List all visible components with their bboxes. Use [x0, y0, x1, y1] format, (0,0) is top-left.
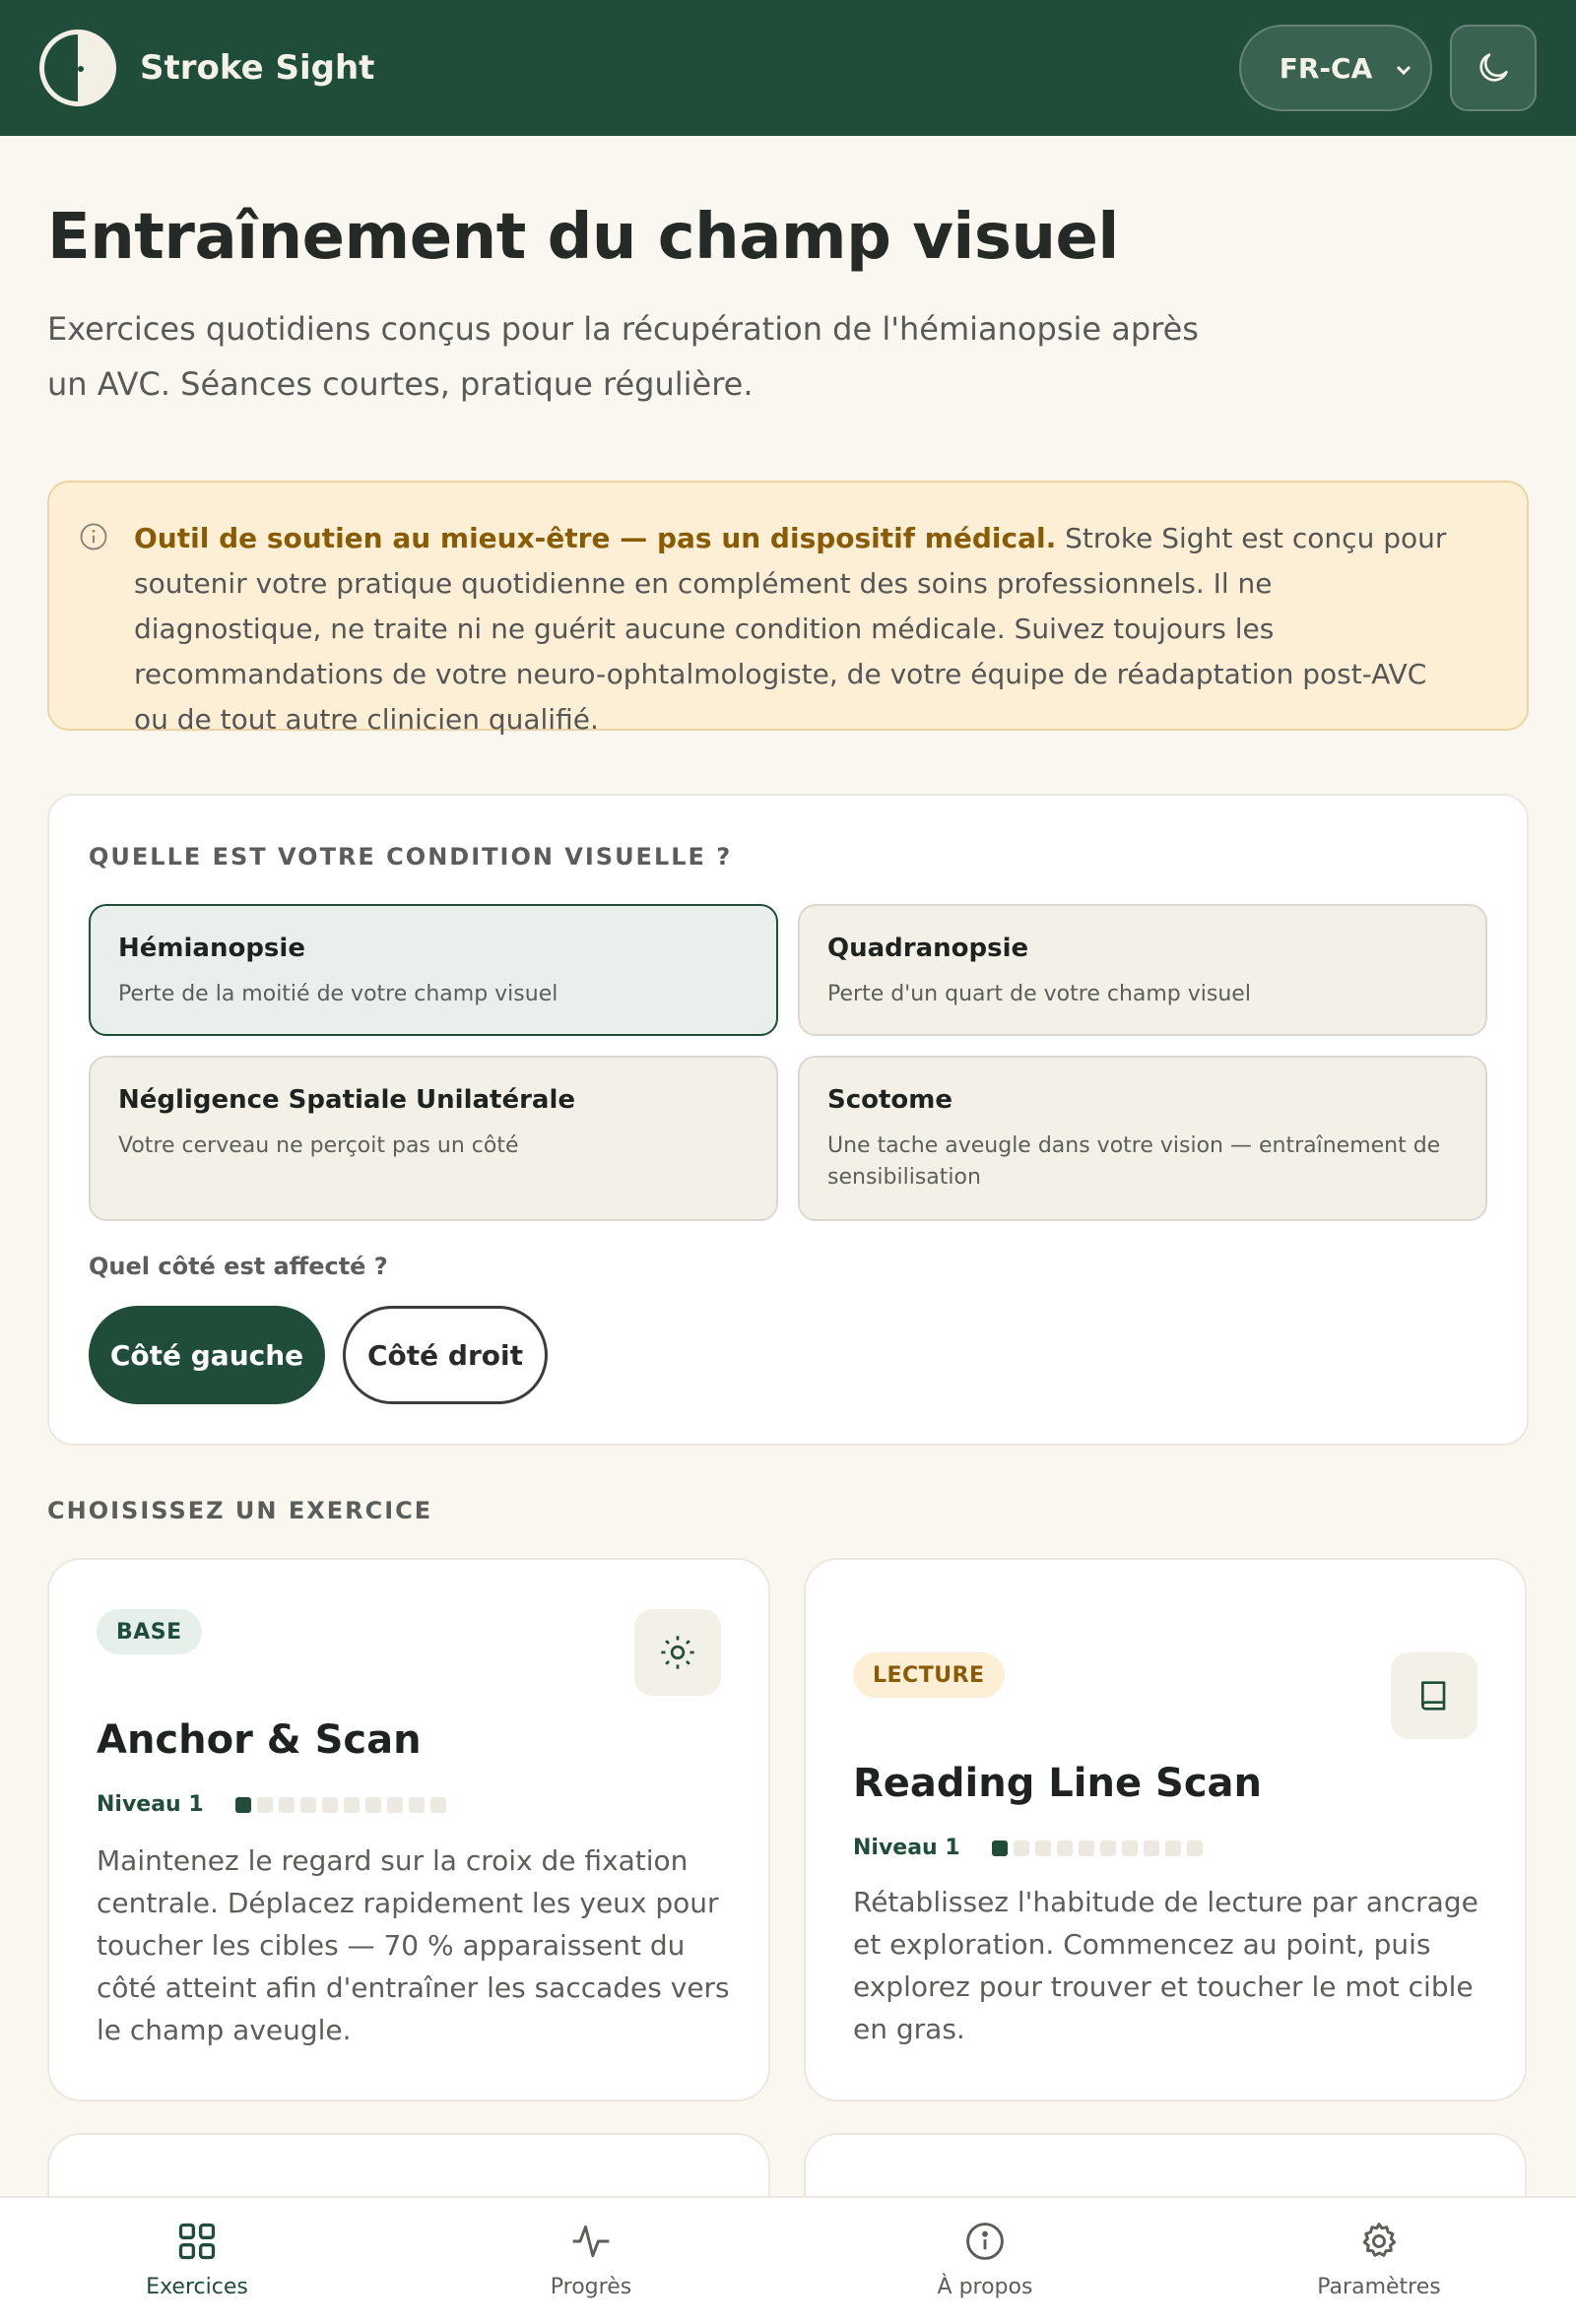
option-desc: Perte d'un quart de votre champ visuel: [827, 982, 1251, 1006]
level-dot: [1187, 1840, 1203, 1856]
nav-label: À propos: [937, 2275, 1033, 2299]
moon-icon: [1474, 48, 1513, 88]
level-dot: [322, 1797, 338, 1813]
level-progress: [992, 1840, 1209, 1856]
level-dot: [279, 1797, 295, 1813]
option-desc: Une tache aveugle dans votre vision — entraînement de sensibilisation: [827, 1133, 1441, 1190]
disclaimer-notice: [47, 481, 1529, 736]
option-title: Négligence Spatiale Unilatérale: [118, 1085, 576, 1115]
language-select[interactable]: [1239, 25, 1432, 111]
condition-option-hemianopsia[interactable]: [89, 904, 778, 1036]
logo-icon: [39, 30, 116, 106]
exercise-section-label: CHOISISSEZ UN EXERCICE: [47, 1497, 433, 1524]
option-title: Quadranopsie: [827, 934, 1029, 963]
nav-progress[interactable]: [394, 2198, 788, 2324]
level-dot: [1035, 1840, 1051, 1856]
exercise-badge: LECTURE: [853, 1652, 1005, 1698]
notice-text: Stroke Sight est conçu pour soutenir votre pratique quotidienne en complément des soins professionnels. Il ne diagnostique, ne traite ni ne guérit aucune condition médicale. Suivez toujours les recommandations de votre neuro-ophtalmologiste, de votre équipe de réadaptation post-AVC ou de tout autre clinicien qualifié.: [134, 522, 1447, 736]
page-subtitle: Exercices quotidiens conçus pour la récupération de l'hémianopsie après un AVC. Séances courtes, pratique régulière.: [47, 310, 1199, 403]
nav-label: Paramètres: [1317, 2275, 1441, 2299]
option-desc: Perte de la moitié de votre champ visuel: [118, 982, 558, 1006]
chevron-down-icon: [1395, 58, 1412, 82]
level-dot: [365, 1797, 381, 1813]
brand-name: Stroke Sight: [140, 48, 375, 88]
level-dot: [430, 1797, 446, 1813]
exercise-title: Anchor & Scan: [97, 1717, 422, 1763]
level-dot: [257, 1797, 273, 1813]
language-value: FR-CA: [1279, 51, 1373, 85]
option-title: Hémianopsie: [118, 934, 305, 963]
level-label: Niveau 1: [97, 1792, 204, 1817]
nav-settings[interactable]: [1182, 2198, 1576, 2324]
activity-icon: [569, 2220, 613, 2263]
page-title: Entraînement du champ visuel: [47, 201, 1119, 274]
level-dot: [1014, 1840, 1029, 1856]
exercise-description: Maintenez le regard sur la croix de fixation centrale. Déplacez rapidement les yeux pour toucher les cibles — 70 % apparaissent du côté atteint afin d'entraîner les saccades vers le champ aveugle.: [97, 1844, 730, 2046]
level-dot: [387, 1797, 403, 1813]
condition-label: QUELLE EST VOTRE CONDITION VISUELLE ?: [89, 843, 733, 871]
book-icon: [1391, 1652, 1478, 1739]
level-dot: [1057, 1840, 1073, 1856]
side-question: Quel côté est affecté ?: [89, 1253, 388, 1280]
level-progress: [235, 1797, 452, 1813]
notice-strong: Outil de soutien au mieux-être — pas un dispositif médical.: [134, 522, 1057, 554]
exercise-badge: BASE: [97, 1609, 202, 1654]
condition-option-neglect[interactable]: [89, 1056, 778, 1221]
exercise-level: [853, 1836, 1209, 1860]
option-desc: Votre cerveau ne perçoit pas un côté: [118, 1133, 519, 1158]
level-dot: [409, 1797, 425, 1813]
level-dot: [1079, 1840, 1094, 1856]
exercise-description: Rétablissez l'habitude de lecture par ancrage et exploration. Commencez au point, puis explorez pour trouver et toucher le mot cible en gras.: [853, 1886, 1478, 2045]
level-label: Niveau 1: [853, 1836, 960, 1860]
level-dot: [344, 1797, 360, 1813]
side-left-button[interactable]: Côté gauche: [89, 1306, 325, 1404]
gear-icon: [1357, 2220, 1401, 2263]
nav-label: Progrès: [550, 2275, 632, 2299]
exercise-title: Reading Line Scan: [853, 1761, 1263, 1806]
top-bar: [0, 0, 1576, 136]
bottom-nav: [0, 2196, 1576, 2324]
nav-label: Exercices: [146, 2275, 248, 2299]
level-dot: [1165, 1840, 1181, 1856]
level-dot: [992, 1840, 1008, 1856]
theme-toggle-button[interactable]: [1450, 25, 1537, 111]
condition-option-scotoma[interactable]: [798, 1056, 1487, 1221]
info-icon: [963, 2220, 1007, 2263]
grid-icon: [175, 2220, 219, 2263]
side-right-button[interactable]: Côté droit: [343, 1306, 548, 1404]
condition-option-quadranopsia[interactable]: [798, 904, 1487, 1036]
option-title: Scotome: [827, 1085, 953, 1115]
level-dot: [300, 1797, 316, 1813]
info-icon: [79, 522, 108, 551]
level-dot: [1100, 1840, 1116, 1856]
condition-card: [47, 794, 1529, 1446]
exercise-card-reading-line-scan[interactable]: [804, 1558, 1527, 2101]
level-dot: [1144, 1840, 1159, 1856]
exercise-card-anchor-scan[interactable]: [47, 1558, 770, 2101]
sun-icon: [634, 1609, 721, 1696]
level-dot: [1122, 1840, 1138, 1856]
nav-exercises[interactable]: [0, 2198, 394, 2324]
nav-about[interactable]: [788, 2198, 1182, 2324]
main-content: [47, 136, 1529, 1446]
exercise-level: [97, 1792, 452, 1817]
level-dot: [235, 1797, 251, 1813]
